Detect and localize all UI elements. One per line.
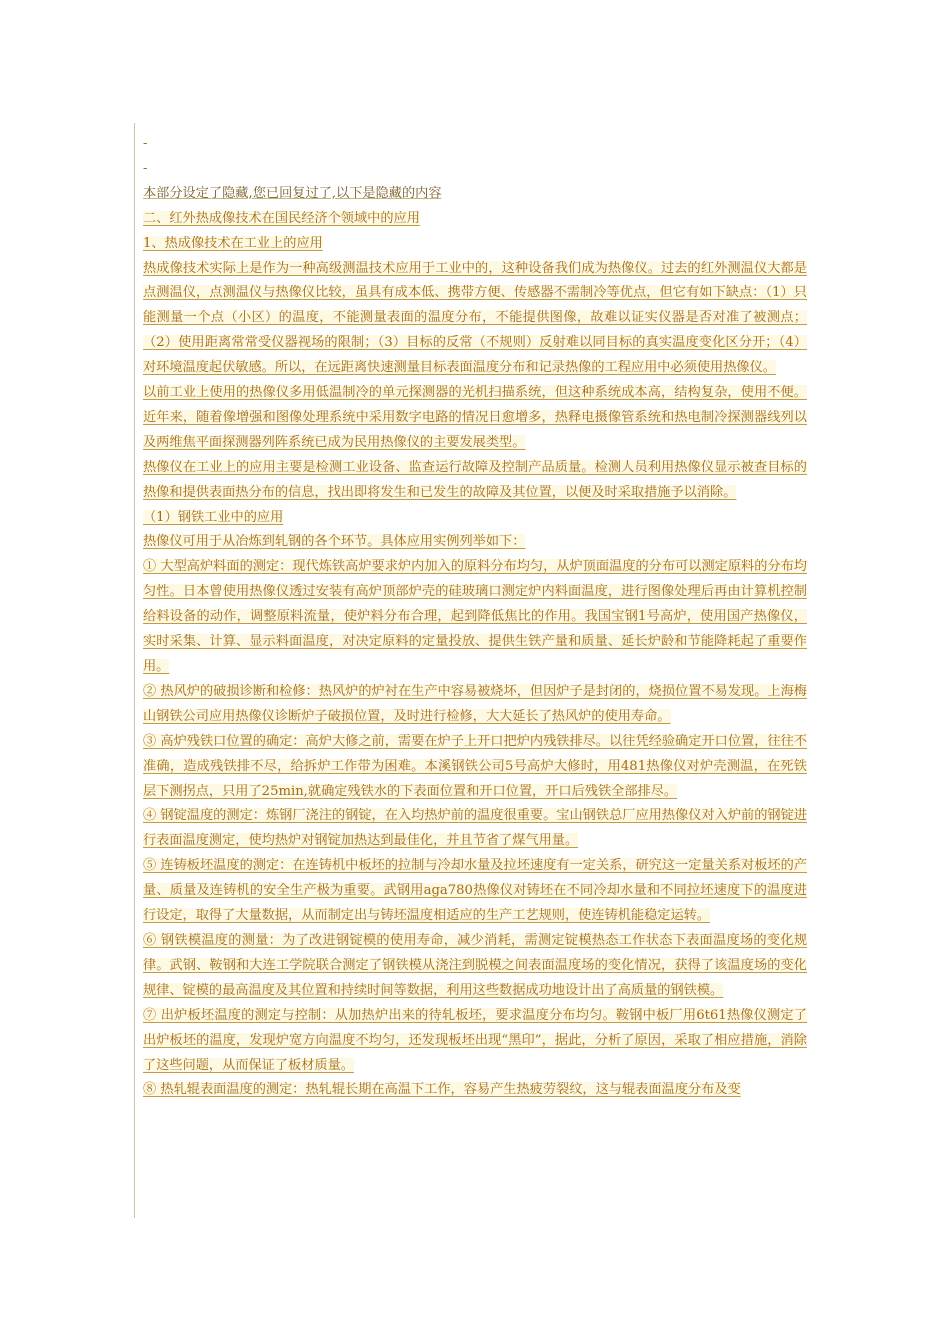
marker-1: - (143, 136, 148, 151)
hidden-content-notice: 本部分设定了隐藏,您已回复过了,以下是隐藏的内容 (143, 185, 442, 201)
list-item-4: ④ 钢锭温度的测定：炼钢厂浇注的钢锭，在入均热炉前的温度很重要。宝山钢铁总厂应用热像仪对入炉前的钢锭进行表面温度测定，使均热炉对钢锭加热达到最佳化，并且节省了煤气用量。 (143, 808, 807, 849)
list-item-5: ⑤ 连铸板坯温度的测定：在连铸机中板坯的拉制与冷却水量及拉坯速度有一定关系，研究这一定量关系对板坯的产量、质量及连铸机的安全生产极为重要。武钢用aga780热像仪对铸坯在不同冷却水量和不同拉坯速度下的温度进行设定，取得了大量数据，从而制定出与铸坯温度相适应的生产工艺规则，使连铸机能稳定运转。 (143, 858, 807, 924)
marker-2: - (143, 160, 148, 176)
document-body (143, 132, 807, 1103)
paragraph-scanning-systems: 以前工业上使用的热像仪多用低温制冷的单元探测器的光机扫描系统，但这种系统成本高，结构复杂，使用不便。近年来，随着像增强和图像处理系统中采用数字电路的情况日愈增多，热释电摄像管系统和热电制冷探测器线列以及两维焦平面探测器列阵系统已成为民用热像仪的主要发展类型。 (143, 385, 807, 450)
list-item-1: ① 大型高炉料面的测定：现代炼铁高炉要求炉内加入的原料分布均匀，从炉顶面温度的分布可以测定原料的分布均匀性。日本曾使用热像仪透过安装有高炉顶部炉壳的硅玻璃口测定炉内料面温度，进行图像处理后再由计算机控制给料设备的动作，调整原料流量，使炉料分布合理，起到降低焦比的作用。我国宝钢1号高炉，使用国产热像仪，实时采集、计算、显示料面温度，对决定原料的定量投放、提供生铁产量和质量、延长炉龄和节能降耗起了重要作用。 (143, 559, 807, 674)
page-left-border (134, 123, 135, 1218)
list-item-7: ⑦ 出炉板坯温度的测定与控制：从加热炉出来的待轧板坯，要求温度分布均匀。鞍钢中板厂用6t61热像仪测定了出炉板坯的温度，发现炉宽方向温度不均匀，还发现板坯出现“黑印”，据此，分析了原因，采取了相应措施，消除了这些问题，从而保证了板材质量。 (143, 1007, 807, 1073)
list-item-3: ③ 高炉残铁口位置的确定：高炉大修之前，需要在炉子上开口把炉内残铁排尽。以往凭经验确定开口位置，往往不准确，造成残铁排不尽，给拆炉工作带为困难。本溪钢铁公司5号高炉大修时，用481热像仪对炉壳测温，在死铁层下测拐点，只用了25min,就确定残铁水的下表面位置和开口位置，开口后残铁全部排尽。 (143, 733, 807, 799)
section-heading: 二、红外热成像技术在国民经济个领域中的应用 (143, 210, 420, 226)
list-item-2: ② 热风炉的破损诊断和检修：热风炉的炉衬在生产中容易被烧坏，但因炉子是封闭的，烧损位置不易发现。上海梅山钢铁公司应用热像仪诊断炉子破损位置，及时进行检修，大大延长了热风炉的使用寿命。 (143, 683, 807, 724)
list-item-6: ⑥ 钢铁模温度的测量：为了改进钢锭模的使用寿命，减少消耗，需测定锭模热态工作状态下表面温度场的变化规律。武钢、鞍钢和大连工学院联合测定了钢铁模从浇注到脱模之间表面温度场的变化情况，获得了该温度场的变化规律、锭模的最高温度及其位置和持续时间等数据，利用这些数据成功地设计出了高质量的钢铁模。 (143, 932, 807, 998)
paragraph-industrial-use: 热像仪在工业上的应用主要是检测工业设备、监查运行故障及控制产品质量。检测人员利用热像仪显示被查目标的热像和提供表面热分布的信息，找出即将发生和已发生的故障及其位置，以便及时采取措施予以消除。 (143, 459, 807, 500)
paragraph-steel-intro: 热像仪可用于从冶炼到轧钢的各个环节。具体应用实例列举如下： (143, 534, 526, 550)
list-item-8: ⑧ 热轧辊表面温度的测定：热轧辊长期在高温下工作，容易产生热疲劳裂纹，这与辊表面温度分布及变 (143, 1082, 741, 1098)
subsection-heading: 1、热成像技术在工业上的应用 (143, 235, 323, 251)
paragraph-thermal-imaging-intro: 热成像技术实际上是作为一种高级测温技术应用于工业中的，这种设备我们成为热像仪。过去的红外测温仪大都是点测温仪，点测温仪与热像仪比较，虽具有成本低、携带方便、传感器不需制冷等优点，但它有如下缺点：（1）只能测量一个点（小区）的温度，不能测量表面的温度分布，不能提供图像，故难以证实仪器是否对准了被测点；（2）使用距离常常受仪器视场的限制；（3）目标的反常（不规则）反射难以同目标的真实温度变化区分开；（4）对环境温度起伏敏感。所以，在远距离快速测量目标表面温度分布和记录热像的工程应用中必须使用热像仪。 (143, 260, 807, 376)
subsection-steel-industry: （1）钢铁工业中的应用 (143, 509, 284, 525)
